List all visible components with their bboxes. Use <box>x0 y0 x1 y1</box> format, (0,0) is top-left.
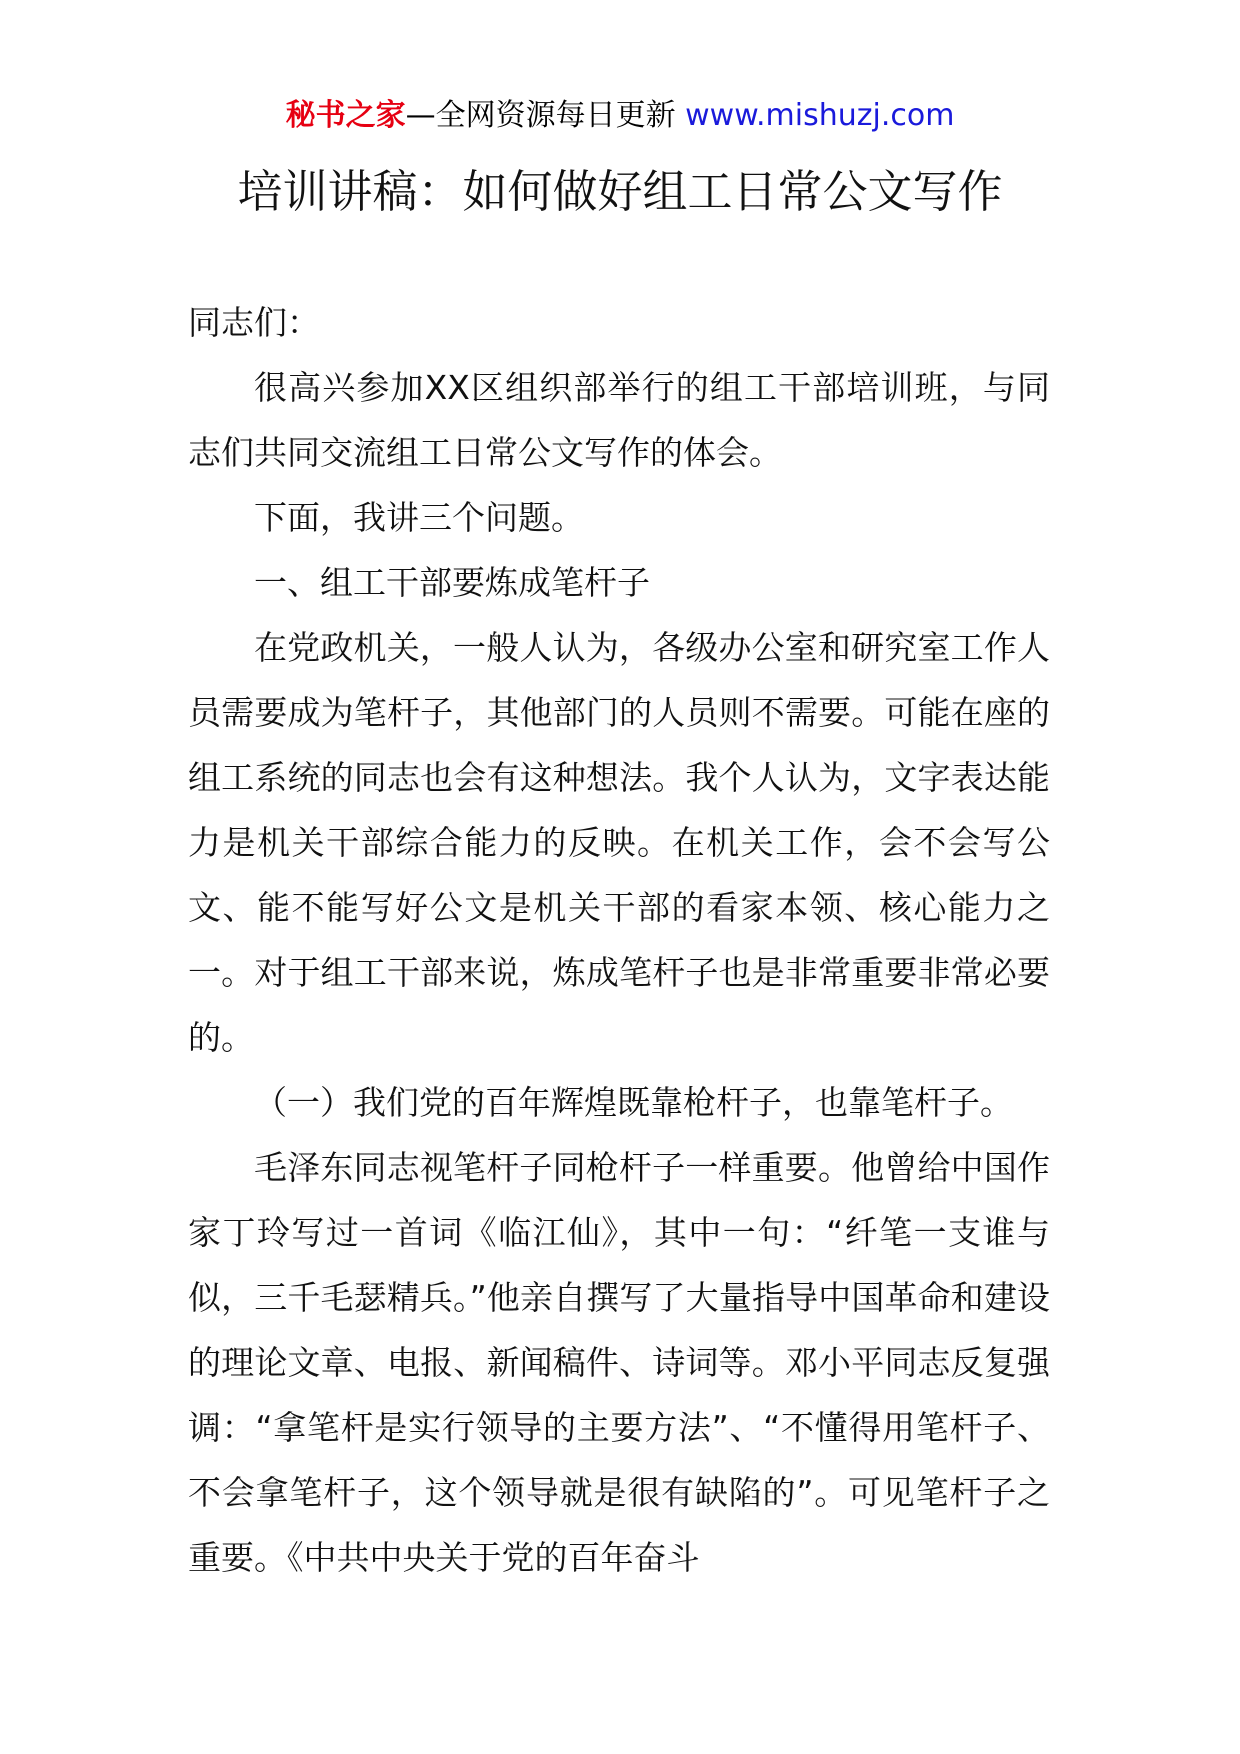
section-heading-1: 一、组工干部要炼成笔杆子 <box>254 563 650 602</box>
site-tagline: —全网资源每日更新 <box>405 98 686 133</box>
site-header <box>0 96 1240 136</box>
subsection-heading-1: （一）我们党的百年辉煌既靠枪杆子，也靠笔杆子。 <box>254 1083 1013 1122</box>
greeting-paragraph: 同志们： <box>188 303 320 342</box>
site-url-link[interactable]: www.mishuzj.com <box>685 98 955 133</box>
body-paragraph: 毛泽东同志视笔杆子同枪杆子一样重要。他曾给中国作家丁玲写过一首词《临江仙》，其中一句：“纤笔一支谁与似，三千毛瑟精兵。”他亲自撰写了大量指导中国革命和建设的理论文章、电报、新闻稿件、诗词等。邓小平同志反复强调：“拿笔杆是实行领导的主要方法”、“不懂得用笔杆子、不会拿笔杆子，这个领导就是很有缺陷的”。可见笔杆子之重要。《中共中央关于党的百年奋斗 <box>188 1148 1050 1577</box>
document-body <box>188 290 1050 1590</box>
intro-paragraph: 很高兴参加XX区组织部举行的组工干部培训班，与同志们共同交流组工日常公文写作的体会。 <box>188 368 1050 472</box>
body-paragraph: 在党政机关，一般人认为，各级办公室和研究室工作人员需要成为笔杆子，其他部门的人员则不需要。可能在座的组工系统的同志也会有这种想法。我个人认为，文字表达能力是机关干部综合能力的反映。在机关工作，会不会写公文、能不能写好公文是机关干部的看家本领、核心能力之一。对于组工干部来说，炼成笔杆子也是非常重要非常必要的。 <box>188 628 1050 1057</box>
document-title: 培训讲稿：如何做好组工日常公文写作 <box>237 165 1003 218</box>
outline-paragraph: 下面，我讲三个问题。 <box>254 498 584 537</box>
site-brand: 秘书之家 <box>285 98 406 133</box>
